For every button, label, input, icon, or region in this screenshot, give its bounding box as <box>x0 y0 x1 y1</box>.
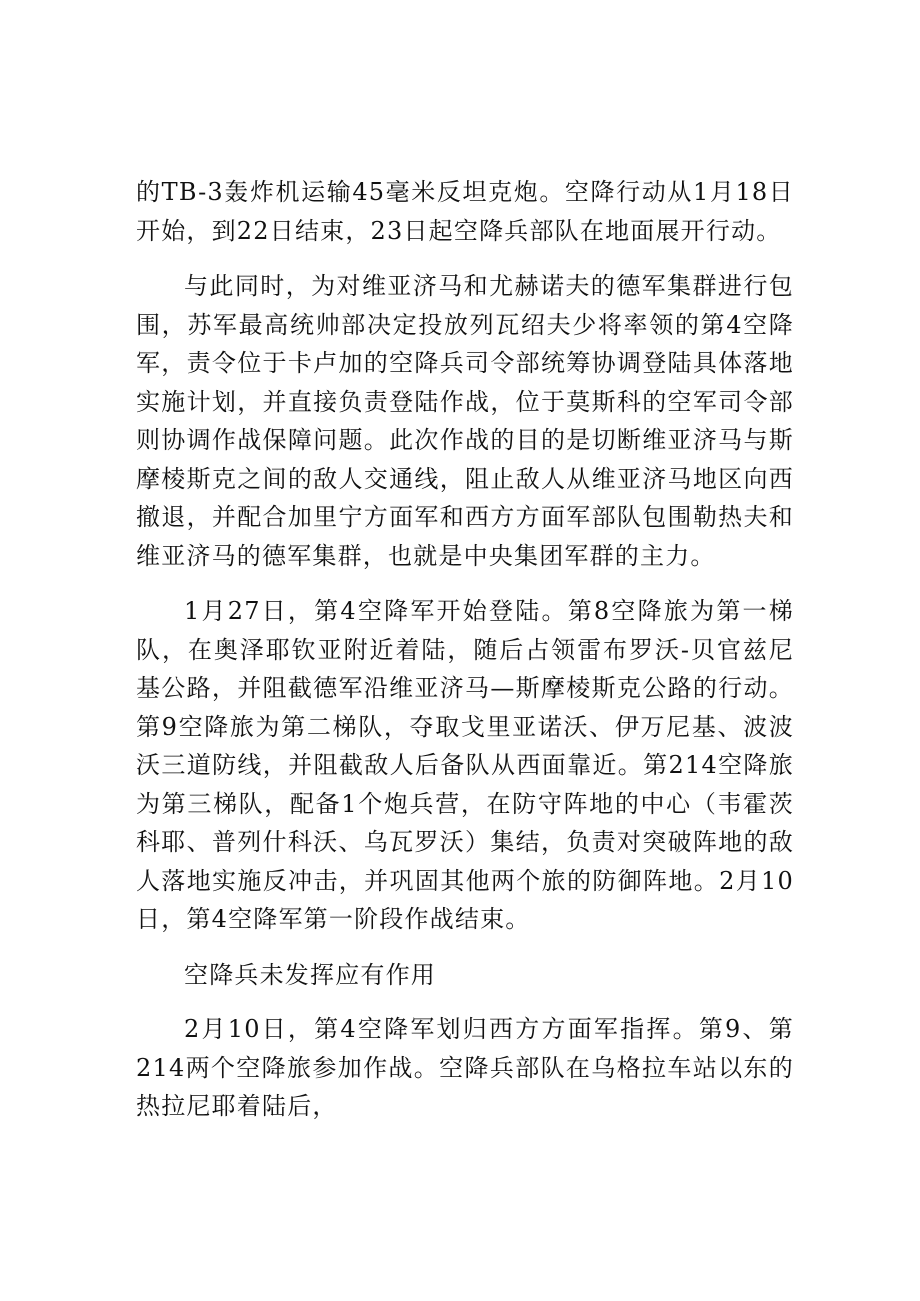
paragraph-encirclement-plan: 与此同时，为对维亚济马和尤赫诺夫的德军集群进行包围，苏军最高统帅部决定投放列瓦绍夫少将率领的第4空降军，责令位于卡卢加的空降兵司令部统筹协调登陆具体落地实施计划，并直接负责登陆作战，位于莫斯科的空军司令部则协调作战保障问题。此次作战的目的是切断维亚济马与斯摩棱斯克之间的敌人交通线，阻止敌人从维亚济马地区向西撤退，并配合加里宁方面军和西方方面军部队包围勒热夫和维亚济马的德军集群，也就是中央集团军群的主力。 <box>136 272 794 570</box>
paragraph-landing-operation: 1月27日，第4空降军开始登陆。第8空降旅为第一梯队，在奥泽耶钦亚附近着陆，随后占领雷布罗沃-贝官兹尼基公路，并阻截德军沿维亚济马—斯摩棱斯克公路的行动。第9空降旅为第二梯队，夺取戈里亚诺沃、伊万尼基、波波沃三道防线，并阻截敌人后备队从西面靠近。第214空降旅为第三梯队，配备1个炮兵营，在防守阵地的中心（韦霍茨科耶、普列什科沃、乌瓦罗沃）集结，负责对突破阵地的敌人落地实施反冲击，并巩固其他两个旅的防御阵地。2月10日，第4空降军第一阶段作战结束。 <box>136 597 794 933</box>
paragraph-western-front: 2月10日，第4空降军划归西方方面军指挥。第9、第214两个空降旅参加作战。空降兵部队在乌格拉车站以东的热拉尼耶着陆后， <box>136 1015 794 1120</box>
paragraph-continued: 的TB-3轰炸机运输45毫米反坦克炮。空降行动从1月18日开始，到22日结束，23日起空降兵部队在地面展开行动。 <box>136 178 794 245</box>
section-subheading: 空降兵未发挥应有作用 <box>184 960 436 989</box>
